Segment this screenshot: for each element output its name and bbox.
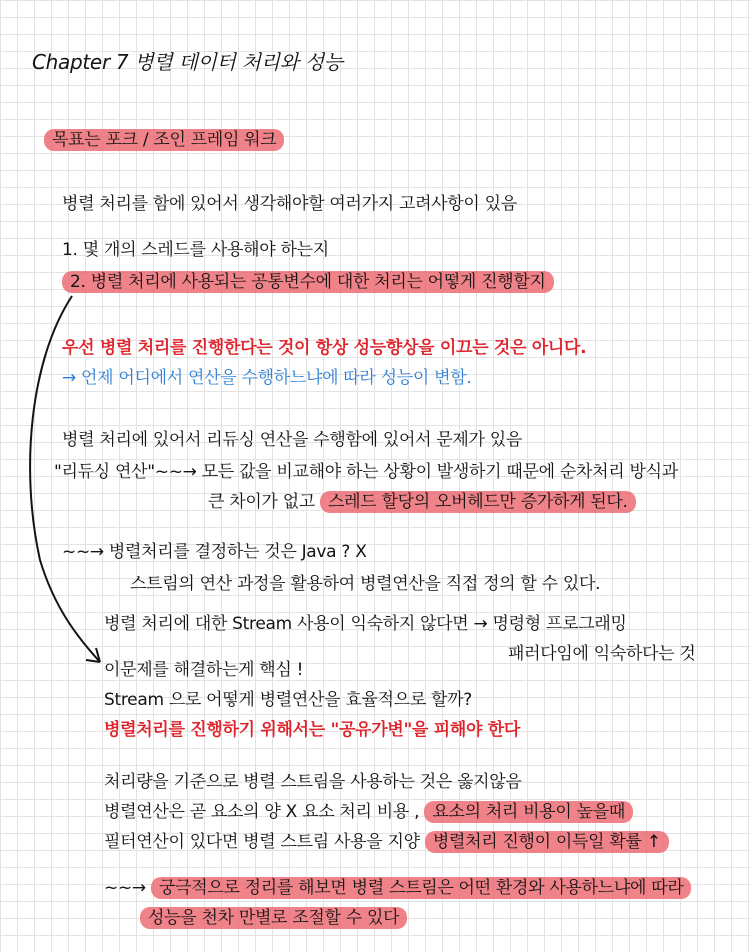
stream-line-2: 패러다임에 익숙하다는 것	[508, 644, 696, 664]
conclusion-arrow: ~~→	[104, 878, 146, 898]
reducing-line-2: "리듀싱 연산"~~→ 모든 값을 비교해야 하는 상황이 발생하기 때문에 순차처리 방식과	[54, 462, 678, 482]
warning-note: → 언제 어디에서 연산을 수행하느냐에 따라 성능이 변함.	[62, 368, 472, 388]
warning-text: 우선 병렬 처리를 진행한다는 것이 항상 성능향상을 이끄는 것은 아니다.	[62, 338, 587, 358]
reducing-line-3-text: 큰 차이가 없고	[208, 492, 321, 512]
reducing-line-3	[208, 490, 636, 514]
page-title: Chapter 7 병렬 데이터 처리와 성능	[32, 50, 343, 74]
stream-line-1: 병렬 처리에 대한 Stream 사용이 익숙하지 않다면 → 명령형 프로그래밍	[104, 614, 627, 634]
conclusion-line-2-highlight: 성능을 천차 만별로 조절할 수 있다	[140, 907, 407, 929]
core-line-1: 이문제를 해결하는게 핵심 !	[104, 660, 304, 680]
conclusion-line-2	[140, 906, 407, 930]
criteria-line-1: 처리량을 기준으로 병렬 스트림을 사용하는 것은 옳지않음	[104, 772, 522, 792]
criteria-line-3-text: 필터연산이 있다면 병렬 스트림 사용을 지양	[104, 832, 420, 852]
intro-text: 병렬 처리를 함에 있어서 생각해야할 여러가지 고려사항이 있음	[62, 194, 517, 214]
subtitle-highlight: 목표는 포크 / 조인 프레임 워크	[44, 129, 284, 151]
subtitle	[44, 128, 284, 152]
core-line-2: Stream 으로 어떻게 병렬연산을 효율적으로 할까?	[104, 690, 473, 710]
decide-line-1: ~~→ 병렬처리를 결정하는 것은 Java ? X	[62, 542, 367, 562]
list-item-2-highlight: 2. 병렬 처리에 사용되는 공통변수에 대한 처리는 어떻게 진행할지	[62, 271, 554, 293]
criteria-line-2-text: 병렬연산은 곧 요소의 양 X 요소 처리 비용 ,	[104, 802, 420, 822]
core-line-3: 병렬처리를 진행하기 위해서는 "공유가변"을 피해야 한다	[104, 720, 521, 740]
list-item-1: 1. 몇 개의 스레드를 사용해야 하는지	[62, 240, 329, 260]
list-item-2	[62, 270, 554, 294]
criteria-line-3	[104, 830, 669, 854]
reducing-line-1: 병렬 처리에 있어서 리듀싱 연산을 수행함에 있어서 문제가 있음	[62, 430, 523, 450]
conclusion-line-1	[104, 876, 691, 900]
reducing-line-3-highlight: 스레드 할당의 오버헤드만 증가하게 된다.	[320, 491, 636, 513]
criteria-line-3-highlight: 병렬처리 진행이 이득일 확률 ↑	[425, 831, 669, 853]
decide-line-2: 스트림의 연산 과정을 활용하여 병렬연산을 직접 정의 할 수 있다.	[130, 574, 601, 594]
criteria-line-2	[104, 800, 633, 824]
criteria-line-2-highlight: 요소의 처리 비용이 높을때	[424, 801, 633, 823]
conclusion-line-1-highlight: 궁극적으로 정리를 해보면 병렬 스트림은 어떤 환경와 사용하느냐에 따라	[151, 877, 692, 899]
